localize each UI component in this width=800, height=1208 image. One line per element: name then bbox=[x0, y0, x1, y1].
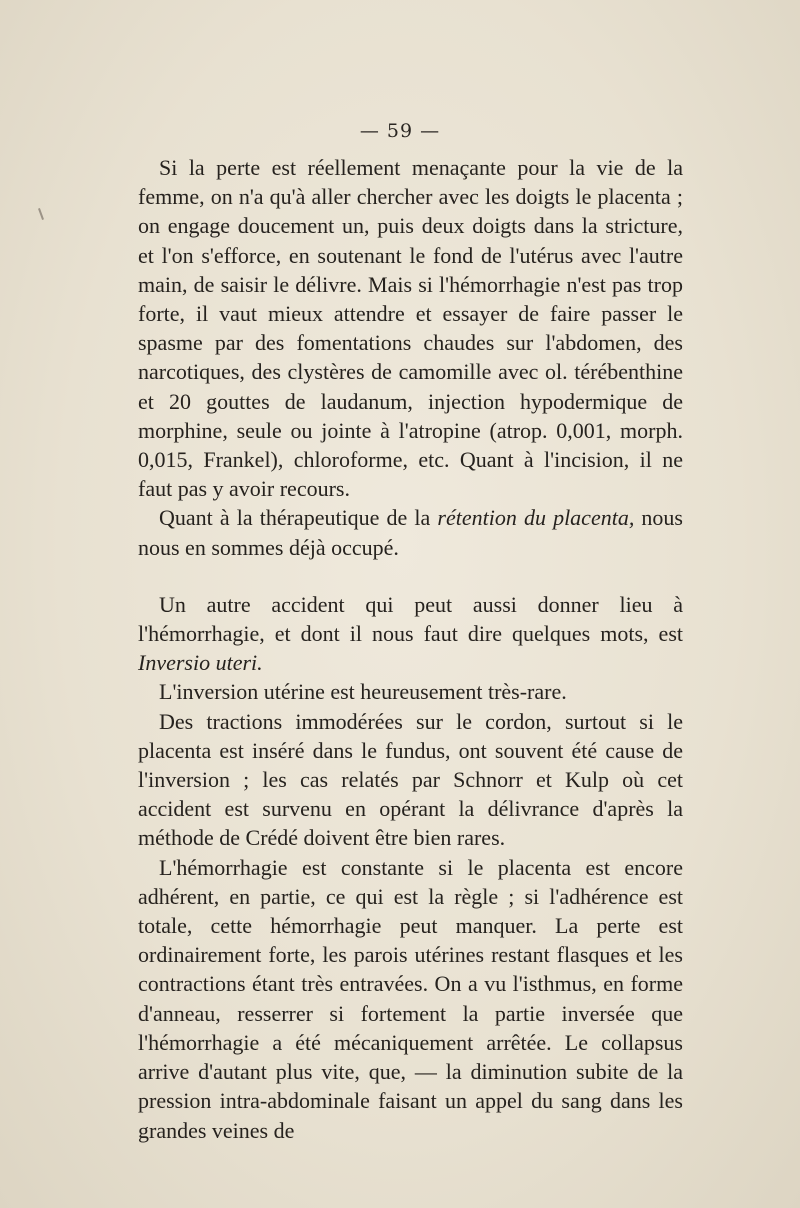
paragraph-tractions: Des tractions immodérées sur le cordon, surtout si le placenta est inséré dans le fundus, ont souvent été cause de l'inversion ; les cas relatés par Schnorr et Kulp où cet accident est survenu en opérant la délivrance d'après la méthode de Crédé doivent être bien rares. bbox=[138, 708, 683, 851]
paragraph-retention-text-b: nous nous en sommes déjà occupé. bbox=[138, 505, 683, 560]
paragraph-inversio-text: Un autre accident qui peut aussi donner lieu à l'hémorrhagie, et dont il nous faut dire quelques mots, est bbox=[138, 591, 683, 647]
paragraph-retention-italic: rétention du placenta, bbox=[437, 505, 635, 531]
paragraph-retention-text-a: Quant à la thérapeutique de la bbox=[159, 505, 438, 531]
paragraph-retention bbox=[138, 503, 683, 561]
paragraph-inversio-italic: Inversio uteri. bbox=[138, 650, 263, 676]
paragraph-perte: Si la perte est réellement menaçante pour la vie de la femme, on n'a qu'à aller chercher avec les doigts le placenta ; on engage doucement un, puis deux doigts dans la stricture, et l'on s'efforce, en soutenant le fond de l'utérus avec l'autre main, de saisir le délivre. Mais si l'hémorrhagie n'est pas trop forte, il vaut mieux attendre et essayer de faire passer le spasme par des fomentations chaudes sur l'abdomen, des narcotiques, des clystères de camomille avec ol. térébenthine et 20 gouttes de laudanum, injection hypodermique de morphine, seule ou jointe à l'atropine (atrop. 0,001, morph. 0,015, Frankel), chloroforme, etc. Quant à l'incision, il ne faut pas y avoir recours. bbox=[138, 155, 683, 502]
page-number: — 59 — bbox=[359, 120, 441, 142]
section-gap bbox=[138, 562, 683, 590]
paragraph-rare: L'inversion utérine est heureusement très-rare. bbox=[159, 679, 567, 705]
body-text bbox=[138, 153, 683, 1145]
paragraph-inversio bbox=[138, 590, 683, 678]
margin-mark bbox=[38, 208, 44, 220]
paragraph-hemorrhagie: L'hémorrhagie est constante si le placenta est encore adhérent, en partie, ce qui est la règle ; si l'adhérence est totale, cette hémorrhagie peut manquer. La perte est ordinairement forte, les parois utérines restant flasques et les contractions étant très entravées. On a vu l'isthmus, en forme d'anneau, resserrer si fortement la partie inversée que l'hémorrhagie a été mécaniquement arrêtée. Le collapsus arrive d'autant plus vite, que, — la diminution subite de la pression intra-abdominale faisant un appel du sang dans les grandes veines de bbox=[138, 854, 683, 1143]
